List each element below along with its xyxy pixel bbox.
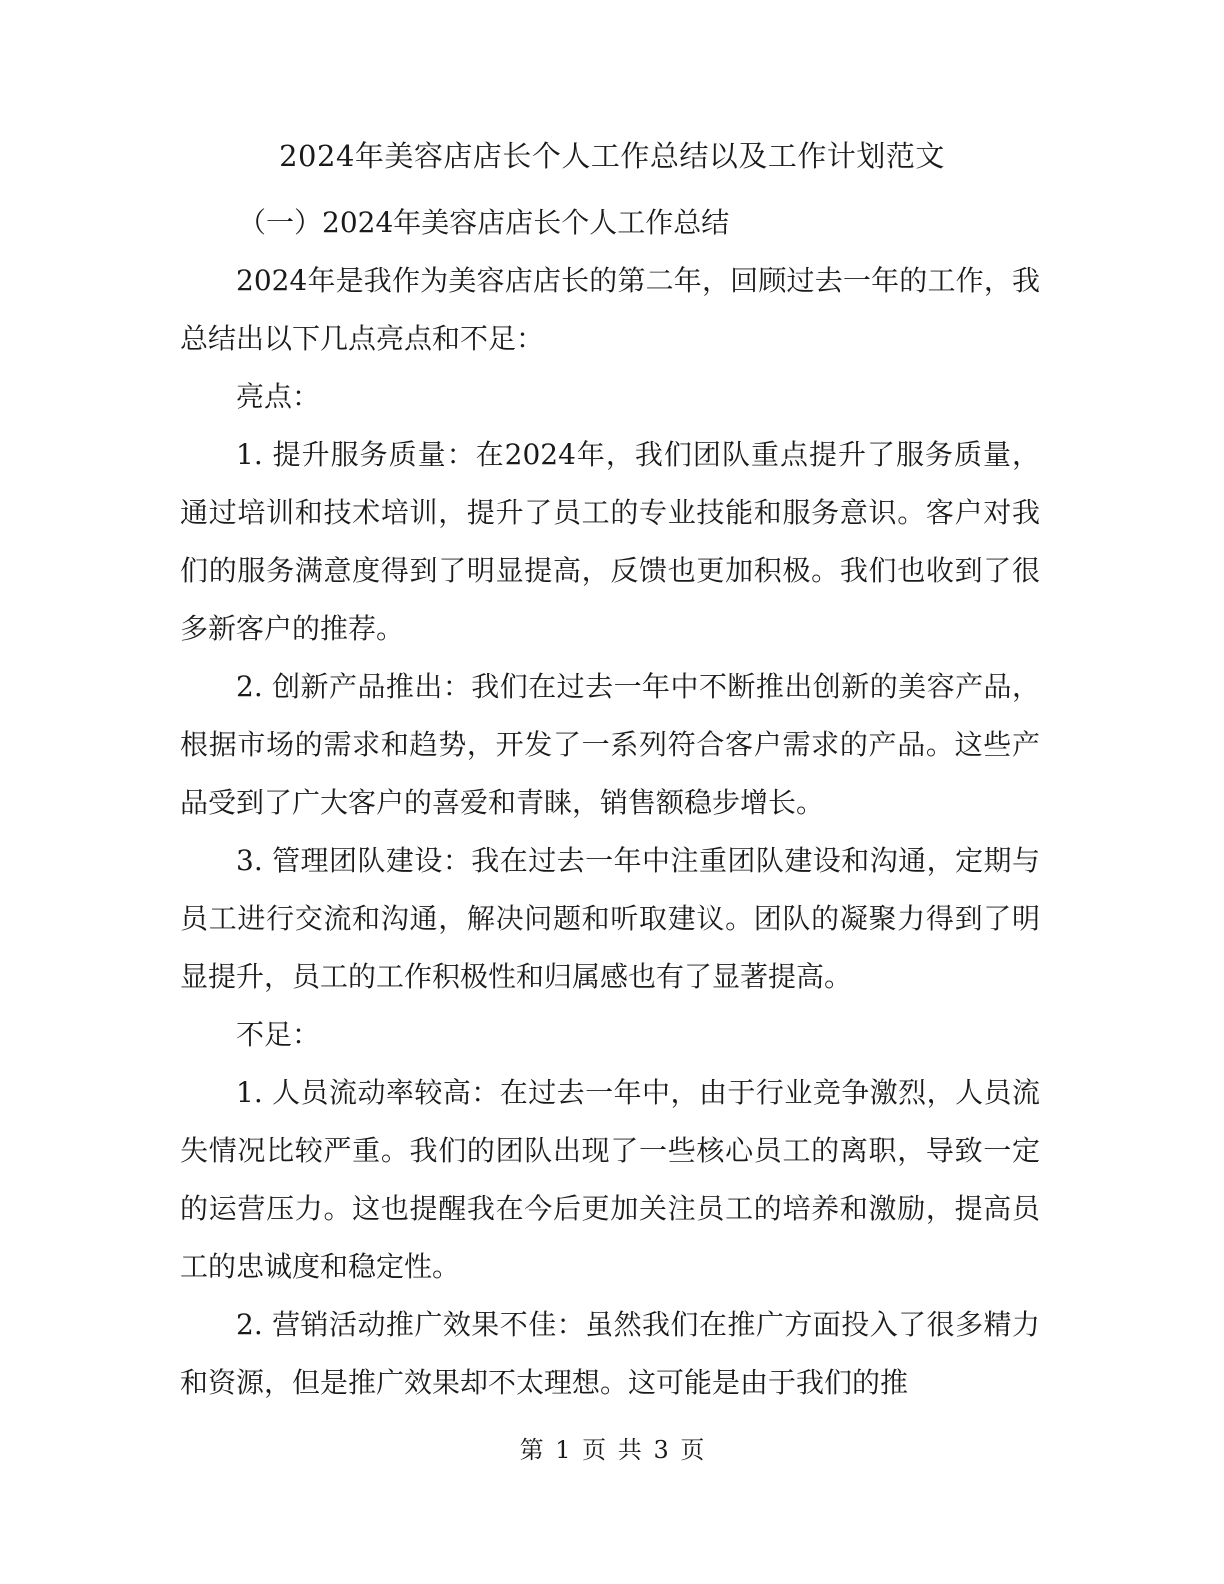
document-title: 2024年美容店店长个人工作总结以及工作计划范文 bbox=[279, 139, 945, 173]
paragraph-shortcoming-1: 1. 人员流动率较高：在过去一年中，由于行业竞争激烈，人员流失情况比较严重。我们的团队出现了一些核心员工的离职，导致一定的运营压力。这也提醒我在今后更加关注员工的培养和激励，提高员工的忠诚度和稳定性。 bbox=[180, 1076, 1040, 1283]
paragraph-highlight-3: 3. 管理团队建设：我在过去一年中注重团队建设和沟通，定期与员工进行交流和沟通，解决问题和听取建议。团队的凝聚力得到了明显提升，员工的工作积极性和归属感也有了显著提高。 bbox=[180, 844, 1040, 993]
paragraph-highlight-2: 2. 创新产品推出：我们在过去一年中不断推出创新的美容产品，根据市场的需求和趋势，开发了一系列符合客户需求的产品。这些产品受到了广大客户的喜爱和青睐，销售额稳步增长。 bbox=[180, 670, 1040, 819]
document-body bbox=[180, 194, 1040, 1412]
section-heading: （一）2024年美容店店长个人工作总结 bbox=[238, 206, 730, 239]
paragraph-shortcomings-label: 不足： bbox=[236, 1018, 321, 1051]
paragraph-highlights-label: 亮点： bbox=[236, 380, 321, 413]
paragraph-shortcoming-2: 2. 营销活动推广效果不佳：虽然我们在推广方面投入了很多精力和资源，但是推广效果却不太理想。这可能是由于我们的推 bbox=[180, 1308, 1040, 1399]
paragraph-intro: 2024年是我作为美容店店长的第二年，回顾过去一年的工作，我总结出以下几点亮点和不足： bbox=[180, 264, 1040, 355]
page-footer: 第 1 页 共 3 页 bbox=[519, 1436, 705, 1464]
paragraph-highlight-1: 1. 提升服务质量：在2024年，我们团队重点提升了服务质量，通过培训和技术培训，提升了员工的专业技能和服务意识。客户对我们的服务满意度得到了明显提高，反馈也更加积极。我们也收到了很多新客户的推荐。 bbox=[180, 438, 1040, 645]
